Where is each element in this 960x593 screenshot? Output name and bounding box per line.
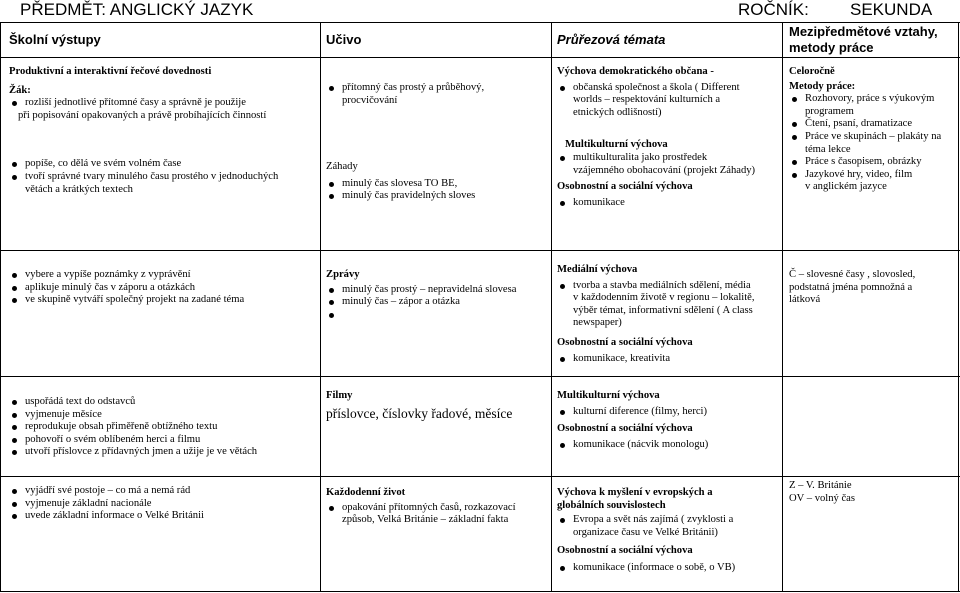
relation-line: OV – volný čas [789, 492, 856, 504]
theme-heading: Osobnostní a sociální výchova [557, 423, 693, 435]
theme-heading: Osobnostní a sociální výchova [557, 336, 693, 348]
curriculum-list [326, 284, 548, 322]
list-item: minulý čas slovesa TO BE, [326, 178, 548, 191]
list-item: komunikace [557, 197, 779, 210]
list-item: minulý čas prostý – nepravidelná slovesa [326, 284, 548, 297]
relation-line: Z – V. Británie [789, 480, 852, 491]
list-item: tvorba a stavba mediálních sdělení, média [557, 280, 779, 293]
list-item: newspaper) [573, 317, 622, 329]
list-item: reprodukuje obsah přiměřeně obtížného textu [9, 421, 314, 434]
row1-relations [789, 66, 955, 194]
relation-line: podstatná jména pomnožná a [789, 281, 913, 293]
rule-col-left [0, 22, 1, 592]
list-item: při popisování opakovaných a právě probíhajících činností [18, 109, 267, 121]
col-header-outputs: Školní výstupy [9, 32, 101, 47]
row2-relations [789, 269, 955, 307]
row4-outputs [9, 485, 314, 523]
rule-top [0, 22, 960, 23]
theme-list [557, 562, 779, 575]
curriculum-subheading: Každodenní život [326, 487, 406, 498]
theme-heading: Mediální výchova [557, 264, 638, 275]
curriculum-subheading: Zprávy [326, 269, 360, 280]
curriculum-list-b [326, 178, 548, 203]
list-item: pohovoří o svém oblíbeném herci a filmu [9, 434, 314, 447]
list-item: procvičování [342, 94, 398, 106]
theme-heading: Výchova demokratického občana - [557, 66, 714, 77]
list-item: Práce s časopisem, obrázky [789, 156, 955, 169]
row4-curriculum [326, 487, 548, 527]
theme-heading: Multikulturní výchova [565, 139, 668, 151]
student-label: Žák: [9, 84, 31, 96]
theme-list [557, 82, 779, 120]
curriculum-list [326, 502, 548, 527]
list-item: komunikace (informace o sobě, o VB) [557, 562, 779, 575]
list-item: způsob, Velká Británie – základní fakta [342, 514, 509, 526]
list-item: worlds – respektování kulturních a [573, 94, 721, 106]
theme-heading: globálních souvislostech [557, 499, 666, 511]
list-item: Práce ve skupinách – plakáty na [789, 131, 955, 144]
relation-line: Č – slovesné časy , slovosled, [789, 269, 916, 280]
methods-list [789, 93, 955, 194]
list-item: vyjmenuje základní nacionále [9, 498, 314, 511]
rule-col-right [958, 22, 959, 592]
list-item: Čtení, psaní, dramatizace [789, 118, 955, 131]
outputs-heading: Produktivní a interaktivní řečové dovednosti [9, 66, 212, 77]
list-item: opakování přítomných časů, rozkazovací [326, 502, 548, 515]
list-item: komunikace, kreativita [557, 353, 779, 366]
col-header-relations-1: Mezipředmětové vztahy, [789, 24, 938, 39]
list-item: uvede základní informace o Velké Británii [9, 510, 314, 523]
grade-label: ROČNÍK: [738, 0, 809, 19]
curriculum-text: příslovce, číslovky řadové, měsíce [326, 405, 513, 421]
row1-outputs [9, 66, 314, 196]
outputs-list [9, 485, 314, 523]
row3-themes [557, 390, 779, 451]
list-item: v každodenním životě v regionu – lokalitě, [573, 292, 755, 304]
list-item: utvoří příslovce z přídavných jmen a užije je ve větách [9, 446, 314, 459]
rule-col2 [551, 22, 552, 592]
col-header-relations-2: metody práce [789, 40, 874, 55]
list-item [326, 309, 548, 322]
list-item: komunikace (nácvik monologu) [557, 439, 779, 452]
list-item: popíše, co dělá ve svém volném čase [9, 158, 314, 171]
list-item: vyjádří své postoje – co má a nemá rád [9, 485, 314, 498]
list-item: etnických odlišností) [573, 106, 662, 118]
theme-list [557, 353, 779, 366]
row3-curriculum [326, 390, 548, 422]
list-item: občanská společnost a škola ( Different [557, 82, 779, 95]
theme-heading: Multikulturní výchova [557, 390, 660, 401]
list-item: vzájemného obohacování (projekt Záhady) [573, 164, 756, 176]
rule-row3 [0, 476, 960, 477]
list-item: vyjmenuje měsíce [9, 409, 314, 422]
outputs-list-b [9, 158, 314, 196]
row4-themes [557, 487, 779, 575]
list-item: větách a krátkých textech [25, 183, 133, 195]
list-item: tvoří správné tvary minulého času prostého v jednoduchých [9, 171, 314, 184]
list-item: rozliší jednotlivé přítomné časy a správně je použije [9, 97, 314, 110]
curriculum-subheading: Záhady [326, 161, 358, 173]
methods-label: Metody práce: [789, 80, 856, 92]
list-item: organizace času ve Velké Británii) [573, 526, 718, 538]
theme-list [557, 406, 779, 419]
subject-title: PŘEDMĚT: ANGLICKÝ JAZYK [20, 0, 254, 19]
list-item: programem [805, 105, 854, 117]
grade-value: SEKUNDA [850, 0, 933, 19]
rule-row2 [0, 376, 960, 377]
list-item: Evropa a svět nás zajímá ( zvyklosti a [557, 514, 779, 527]
list-item: přítomný čas prostý a průběhový, [326, 82, 548, 95]
theme-list [557, 197, 779, 210]
relation-line: látková [789, 294, 821, 306]
curriculum-list-a [326, 82, 548, 107]
row1-curriculum [326, 82, 548, 203]
list-item: aplikuje minulý čas v záporu a otázkách [9, 282, 314, 295]
col-header-themes: Průřezová témata [557, 32, 666, 47]
list-item: v anglickém jazyce [805, 181, 887, 193]
list-item: výběr témat, informativní sdělení ( A class [573, 304, 753, 316]
theme-heading: Osobnostní a sociální výchova [557, 545, 693, 557]
list-item: ve skupině vytváří společný projekt na zadané téma [9, 294, 314, 307]
theme-heading: Osobnostní a sociální výchova [557, 181, 693, 193]
rule-col3 [782, 22, 783, 592]
list-item: multikulturalita jako prostředek [557, 152, 779, 165]
theme-heading: Výchova k myšlení v evropských a [557, 487, 713, 498]
row2-themes [557, 264, 779, 365]
rule-header [0, 57, 960, 58]
list-item: téma lekce [805, 143, 851, 155]
list-item: minulý čas – zápor a otázka [326, 296, 548, 309]
curriculum-subheading: Filmy [326, 390, 353, 401]
row1-themes [557, 66, 779, 209]
outputs-list-a [9, 97, 314, 122]
theme-list [557, 152, 779, 177]
outputs-list [9, 396, 314, 459]
list-item: vybere a vypíše poznámky z vyprávění [9, 269, 314, 282]
row3-outputs [9, 396, 314, 459]
row2-curriculum [326, 269, 548, 321]
theme-list [557, 514, 779, 539]
relations-heading: Celoročně [789, 66, 835, 77]
rule-bottom [0, 591, 960, 592]
row2-outputs [9, 269, 314, 307]
rule-col1 [320, 22, 321, 592]
row4-relations [789, 480, 955, 505]
list-item: Rozhovory, práce s výukovým [789, 93, 955, 106]
outputs-list [9, 269, 314, 307]
theme-list [557, 280, 779, 330]
rule-row1 [0, 250, 960, 251]
theme-list [557, 439, 779, 452]
list-item: minulý čas pravidelných sloves [326, 190, 548, 203]
list-item: uspořádá text do odstavců [9, 396, 314, 409]
list-item: kulturní diference (filmy, herci) [557, 406, 779, 419]
col-header-curriculum: Učivo [326, 32, 362, 47]
list-item: Jazykové hry, video, film [789, 169, 955, 182]
